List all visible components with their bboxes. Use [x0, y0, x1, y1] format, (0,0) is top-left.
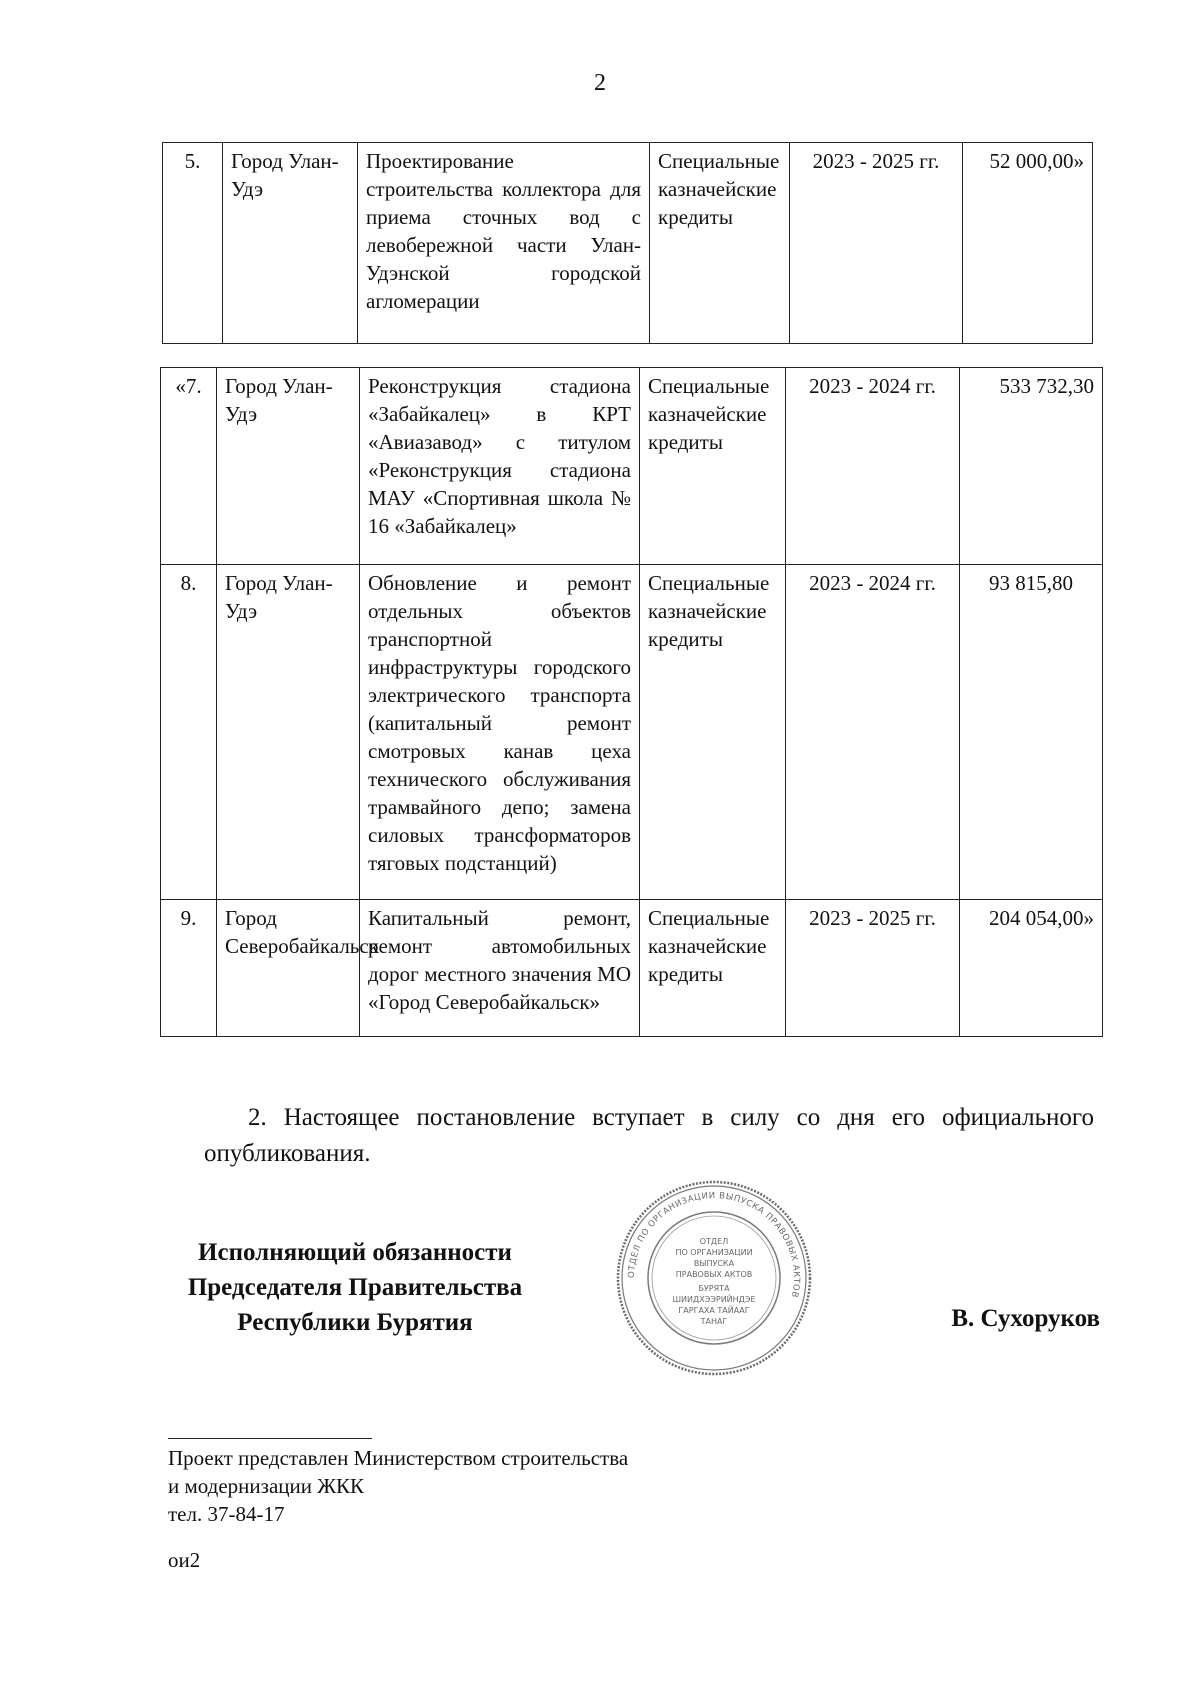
row-number: 8.: [161, 565, 217, 900]
table-row: [161, 900, 1103, 1037]
seal-line: ШИИДХЭЭРИЙНДЭЕ: [672, 1295, 756, 1304]
seal-line: ПРАВОВЫХ АКТОВ: [675, 1270, 753, 1279]
funding-source-cell: Специальные казначейские кредиты: [640, 900, 786, 1037]
row-number: 9.: [161, 900, 217, 1037]
signatory-line: Председателя Правительства: [187, 1274, 523, 1301]
funding-source-cell: Специальные казначейские кредиты: [640, 565, 786, 900]
signatory-line: Республики Бурятия: [237, 1309, 473, 1336]
row-number: «7.: [161, 368, 217, 565]
table-row: [163, 143, 1093, 344]
description-cell: Реконструкция стадиона «Забайкалец» в КРТ «Авиазавод» с титулом «Реконструкция стадиона МАУ «Спортивная школа № 16 «Забайкалец»: [360, 368, 640, 565]
municipality-cell: Город Улан-Удэ: [217, 368, 360, 565]
municipality-cell: Город Улан-Удэ: [223, 143, 358, 344]
period-cell: 2023 - 2025 гг.: [790, 143, 963, 344]
footnote: [168, 1444, 868, 1528]
seal-line: ПО ОРГАНИЗАЦИИ: [675, 1248, 753, 1257]
period-cell: 2023 - 2025 гг.: [786, 900, 960, 1037]
description-cell: Обновление и ремонт отдельных объектов транспортной инфраструктуры городского электрического транспорта (капитальный ремонт смотровых канав цеха технического обслуживания трамвайного депо; замена силовых трансформаторов тяговых подстанций): [360, 565, 640, 900]
footnote-line: Проект представлен Министерством строительства: [168, 1446, 629, 1470]
seal-line: БУРЯТА: [698, 1284, 730, 1293]
description-cell: Капитальный ремонт, ремонт автомобильных дорог местного значения МО «Город Северобайкальск»: [360, 900, 640, 1037]
seal-line: ОТДЕЛ: [699, 1237, 729, 1246]
amount-cell: 93 815,80: [960, 565, 1103, 900]
signer-name: В. Сухоруков: [951, 1305, 1100, 1332]
projects-table-amendment: [160, 367, 1103, 1037]
document-code: ои2: [168, 1548, 201, 1572]
seal-ring-text: ОТДЕЛ ПО ОРГАНИЗАЦИИ ВЫПУСКА ПРАВОВЫХ АКТОВ: [626, 1190, 802, 1299]
page-number: 2: [594, 70, 606, 96]
seal-line: ВЫПУСКА: [693, 1259, 735, 1268]
period-cell: 2023 - 2024 гг.: [786, 368, 960, 565]
amount-cell: 52 000,00»: [963, 143, 1093, 344]
funding-source-cell: Специальные казначейские кредиты: [650, 143, 790, 344]
municipality-cell: Город Улан-Удэ: [217, 565, 360, 900]
description-cell: Проектирование строительства коллектора для приема сточных вод с левобережной части Улан-Удэнской городской агломерации: [358, 143, 650, 344]
seal-line: ТАНАГ: [700, 1317, 728, 1326]
decree-paragraph: [204, 1100, 1094, 1172]
footnote-line: и модернизации ЖКК: [168, 1474, 365, 1498]
footnote-divider: [168, 1438, 372, 1439]
signatory-line: Исполняющий обязанности: [198, 1239, 512, 1266]
table-row: [161, 565, 1103, 900]
projects-table-continued: [162, 142, 1093, 344]
decree-text: 2. Настоящее постановление вступает в силу со дня его официального опубликования.: [204, 1104, 1094, 1167]
signatory-title: [160, 1235, 550, 1340]
row-number: 5.: [163, 143, 223, 344]
official-seal: [614, 1178, 814, 1378]
funding-source-cell: Специальные казначейские кредиты: [640, 368, 786, 565]
seal-line: ГАРГАХА ТАЙААГ: [678, 1306, 750, 1315]
amount-cell: 204 054,00»: [960, 900, 1103, 1037]
table-row: [161, 368, 1103, 565]
amount-cell: 533 732,30: [960, 368, 1103, 565]
footnote-line: тел. 37-84-17: [168, 1502, 285, 1526]
municipality-cell: Город Северобайкальск: [217, 900, 360, 1037]
period-cell: 2023 - 2024 гг.: [786, 565, 960, 900]
